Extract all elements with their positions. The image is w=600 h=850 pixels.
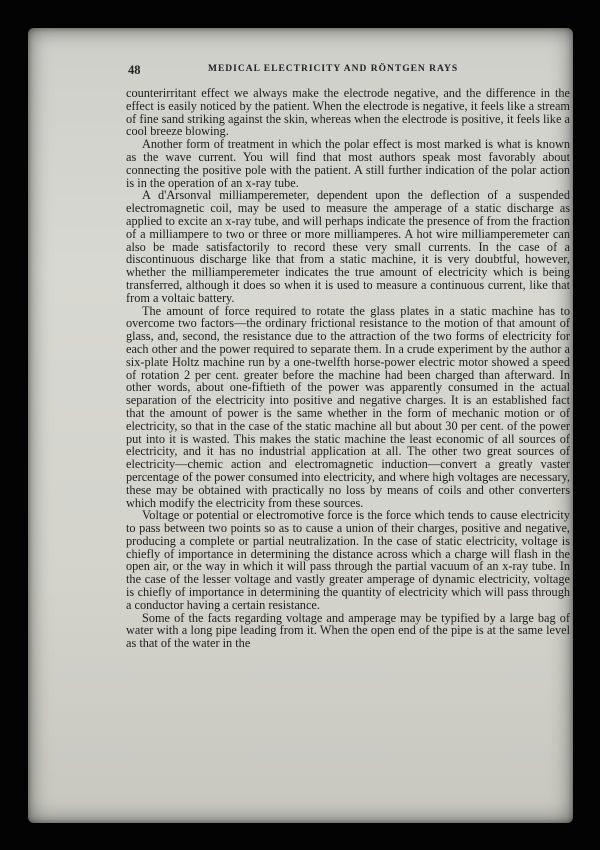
paragraph-wave-current: Another form of treatment in which the polar effect is most marked is what is known as the wave current. You will find that most authors speak most favorably about connecting the positive pole with the patient. A still further indication of the polar action is in the operation of an x-ray tube.: [126, 137, 570, 190]
book-page: [28, 28, 573, 823]
paragraph-static-machine-force: The amount of force required to rotate the glass plates in a static machine has to overcome two factors—the ordinary frictional resistance to the motion of that amount of glass, and, second, the resistance due to the attraction of the two forms of electricity for each other and the power required to separate them. In a crude experiment by the author a six-plate Holtz machine run by a one-twelfth horse-power electric motor showed a speed of rotation 2 per cent. greater before the machine had been charged than afterward. In other words, about one-fiftieth of the power was apparently consumed in the actual separation of the electricity into positive and negative charges. It is an established fact that the amount of power is the same whether in the form of mechanic motion or of electricity, so that in the case of the static machine all but about 30 per cent. of the power put into it is wasted. This makes the static machine the least economic of all sources of electricity, and it has no industrial application at all. The other two great sources of electricity—chemic action and electromagnetic induction—convert a greatly vaster percentage of the power consumed into electricity, and where high voltages are necessary, these may be obtained with practically no loss by means of coils and other converters which modify the electricity from these sources.: [126, 303, 570, 510]
body-text: [126, 87, 570, 650]
paragraph-voltage: Voltage or potential or electromotive force is the force which tends to cause electricity to pass between two points so as to cause a union of their charges, positive and negative, producing a complete or partial neutralization. In the case of static electricity, voltage is chiefly of importance in determining the distance across which a charge will flash in the open air, or the way in which it will pass through the partial vacuum of an x-ray tube. In the case of the lesser voltage and vastly greater amperage of dynamic electricity, voltage is chiefly of importance in determining the quantity of electricity which will pass through a conductor having a certain resistance.: [126, 508, 570, 612]
running-title: MEDICAL ELECTRICITY AND RÖNTGEN RAYS: [208, 64, 459, 74]
page-header: [128, 63, 568, 79]
paragraph-water-analogy: Some of the facts regarding voltage and amperage may be typified by a large bag of water with a long pipe leading from it. When the open end of the pipe is at the same level as that of the water in the: [126, 610, 570, 651]
paragraph-continuation: counterirritant effect we always make the electrode negative, and the difference in the effect is easily noticed by the patient. When the electrode is negative, it feels like a stream of fine sand striking against the skin, whereas when the electrode is positive, it feels like a cool breeze blowing.: [126, 86, 570, 139]
paragraph-milliamperemeter: A d'Arsonval milliamperemeter, dependent upon the deflection of a suspended electromagnetic coil, may be used to measure the amperage of a static discharge as applied to excite an x-ray tube, and will perhaps indicate the presence of from the fraction of a milliampere to two or three or more milliamperes. A hot wire milliamperemeter can also be made satisfactorily to record these very small currents. In the case of a discontinuous discharge like that from a static machine, it is very doubtful, however, whether the milliamperemeter indicates the true amount of electricity which is being transferred, although it does so when it is used to measure a continuous current, like that from a voltaic battery.: [126, 188, 570, 305]
page-number: 48: [128, 63, 141, 77]
